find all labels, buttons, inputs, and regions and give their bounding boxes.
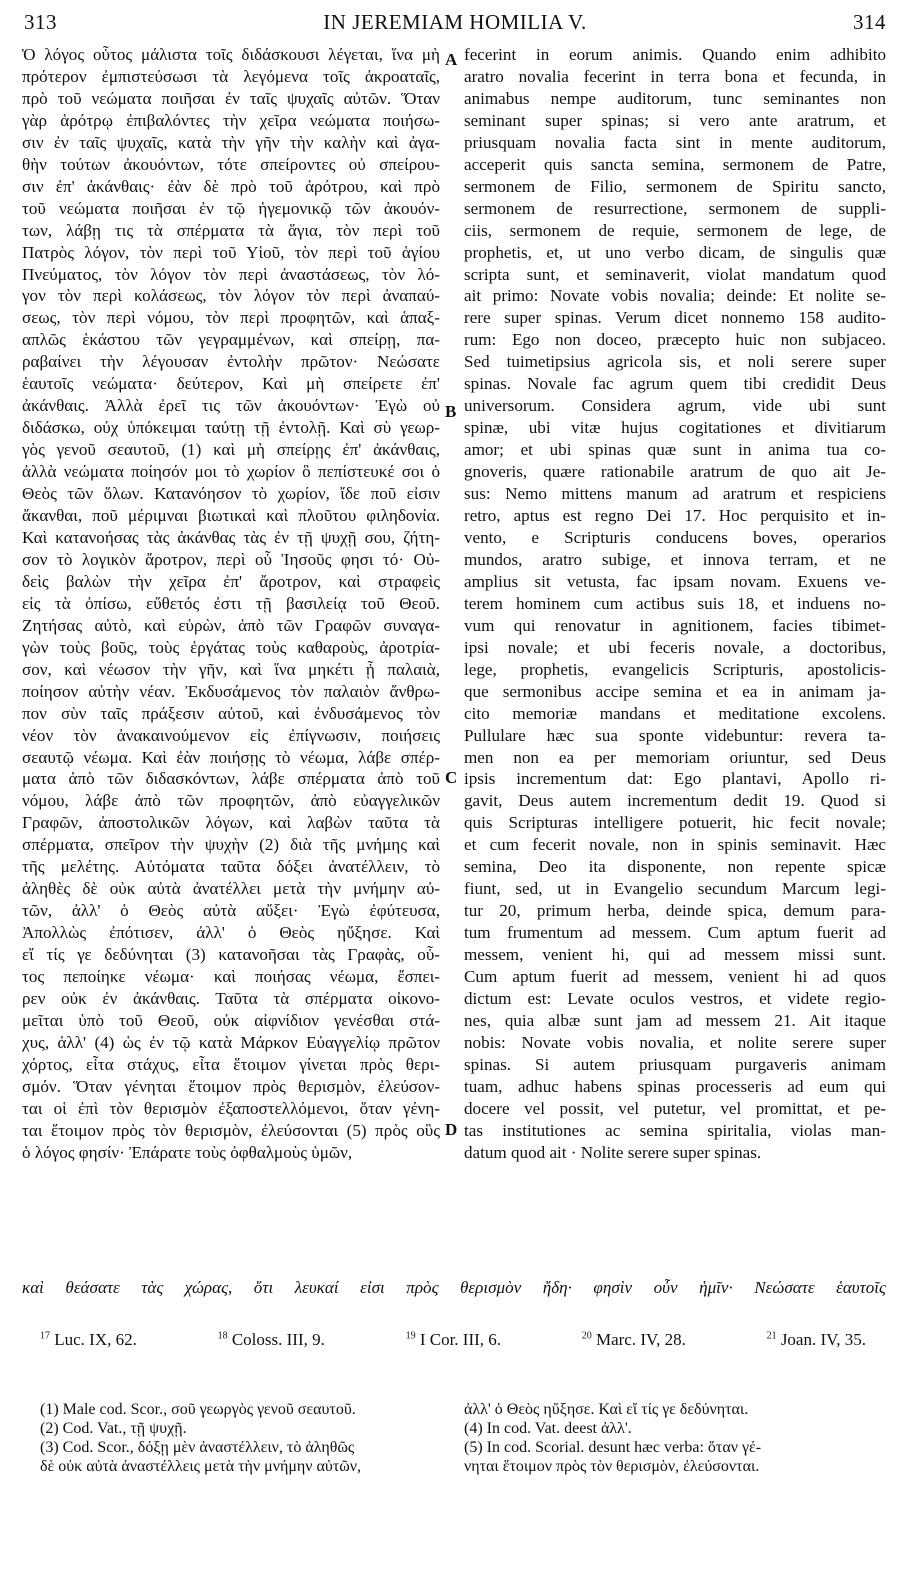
latin-text-column [464,44,886,1164]
greek-text-line: ἑαυτοῖς νεώματα· δεύτερον, Καὶ μὴ σπείρετε ἐπ' [22,374,440,394]
margin-marker-c: C [445,768,458,787]
scripture-reference [406,1330,501,1350]
greek-text-line: ται οἱ ἐπὶ τὸν θερισμὸν ἐξαποστελλόμενοι, ὅταν γένη- [22,1098,440,1118]
latin-text-line: animabus nempe auditorum, tunc seminantes non [464,88,886,108]
reference-text: Luc. IX, 62. [54,1330,137,1349]
latin-text-line: lege, prophetis, evangelicis Scripturis, apostolicis- [464,659,886,679]
footnote-line: ἀλλ' ὁ Θεὸς ηὔξησε. Καὶ εἴ τίς γε δεδύνηται. [464,1401,749,1418]
latin-text-line: Pullulare hæc sua sponte videbuntur: revera ta- [464,725,886,745]
latin-text-line: fiunt, sed, ut in Evangelio secundum Marcum legi- [464,879,886,899]
latin-text-line: rere super spinas. Verum dicet nonnemo 158 audito- [464,308,886,328]
latin-text-line: spinas. Si autem priusquam purgaveris animam [464,1054,886,1074]
greek-text-line: γὼν τοὺς βοῦς, τοὺς ἐργάτας τοὺς καθαροὺς, ἀροτρία- [22,637,440,657]
greek-text-line: Ὁ λόγος οὗτος μάλιστα τοῖς διδάσκουσι λέγεται, ἵνα μὴ [22,45,440,64]
margin-marker-d: D [445,1120,458,1139]
latin-text-line: Sed tuimetipsius agricola sis, et noli serere super [464,352,886,372]
greek-text-line: μεῖται ὑπὸ τοῦ Θεοῦ, οὐκ αἰφνίδιον γενέσθαι στά- [22,1010,440,1030]
greek-text-line: σπέρματα, σπεῖρον τὴν ψυχὴν (2) διὰ τῆς μνήμης καὶ [22,835,440,855]
latin-text-line: amplius sit vetusta, fac ipsam novam. Exuens ve- [464,571,886,591]
spanning-last-line: καὶ θεάσατε τὰς χώρας, ὅτι λευκαί εἰσι πρὸς θερισμὸν ἤδη· φησὶν οὖν ἡμῖν· Νεώσατε ἑαυτοῖς [22,1278,886,1297]
greek-text-line: εἴ τίς γε δεδύνηται (3) κατανοῆσαι τὰς Γραφὰς, οὗ- [22,945,440,965]
latin-text-line: tuam, adhuc habens spinas processeris ad eum qui [464,1076,886,1096]
latin-text-line: ipsi novale; et ubi feceris novale, a doctoribus, [464,637,886,657]
footnote-line: (5) In cod. Scorial. desunt hæc verba: ὅταν γέ- [464,1439,762,1456]
footnote-line: (3) Cod. Scor., δόξῃ μὲν ἀναστέλλειν, τὸ ἀληθῶς [40,1439,355,1456]
greek-text-line: θὴν τούτων ἀκουόντων, τότε σπείροντες οὐ σπείρου- [22,154,440,174]
latin-text-line: universorum. Considera agrum, vide ubi sunt [464,396,886,416]
footnote-line: νηται ἕτοιμον πρὸς τὸν θερισμὸν, ἐλεύσονται. [464,1458,760,1475]
greek-text-line: ρεν οὐκ ἐν ἀκάνθαις. Ταῦτα τὰ σπέρματα οἰκονο- [22,988,440,1008]
greek-text-line: νόμου, λάβε ἀπὸ τῶν προφητῶν, ἀπὸ εὐαγγελικῶν [22,791,440,811]
greek-text-line: νέον τὸν ἀνακαινούμενον εἰς ἐπίγνωσιν, ποιήσεις [22,725,440,745]
greek-text-line: γον τὸν περὶ κολάσεως, τὸν λόγον τὸν περὶ ἀναπαύ- [22,286,440,306]
reference-text: I Cor. III, 6. [419,1330,502,1349]
reference-number: 18 [217,1330,228,1342]
latin-text-line: ciis, sermonem de requie, sermonem de lege, de [464,220,886,240]
greek-text-line: εἰς τὰ ὀπίσω, εὔθετός ἐστι τῇ βασιλείᾳ τοῦ Θεοῦ. [22,593,440,613]
latin-text-line: que sermonibus accipe semina et ea in animam ja- [464,681,886,701]
latin-text-line: aratro novalia fecerint in terra bona et fecunda, in [464,66,886,86]
latin-text-line: mundos, aratro subige, et innova terram, et ne [464,549,886,569]
margin-marker-b: B [445,402,457,421]
latin-text-line: quis Scripturas intelligere potuerit, hic fecit novale; [464,813,886,833]
greek-text-line: σον, καὶ νέωσον τὴν γῆν, καὶ ἵνα μηκέτι ᾖ παλαιὰ, [22,659,440,679]
reference-number: 20 [581,1330,592,1342]
greek-text-line: σον τὸ λογικὸν ἄροτρον, περὶ οὗ Ἰησοῦς φησι τό· Οὐ- [22,549,440,569]
greek-text-line: σεως, τὸν περὶ νόμου, τὸν περὶ προφητῶν, καὶ ἁπαξ- [22,308,440,328]
latin-text-line: sus: Nemo mittens manum ad aratrum et respiciens [464,484,886,504]
reference-text: Joan. IV, 35. [780,1330,866,1349]
greek-text-line: χυς, ἀλλ' (4) ὡς ἐν τῷ κατὰ Μάρκον Εὐαγγελίῳ πρῶτον [22,1032,440,1052]
greek-text-line: τος πεποίηκε νέωμα· καὶ ποιήσας νέωμα, ἔσπει- [22,967,440,987]
greek-text-line: τοῦ νεώματα ποιῆσαι ἐν τῷ ἡγεμονικῷ τῶν ἀκουόν- [22,198,440,218]
latin-text-line: ipsis incrementum dat: Ego plantavi, Apollo ri- [464,769,886,789]
latin-text-line: men non ea per memoriam oriuntur, sed Deus [464,747,886,767]
greek-text-line: Γραφῶν, ἀποστολικῶν λόγων, καὶ λαβὼν ταῦτα τὰ [22,813,440,833]
latin-text-line: ait primo: Novate vobis novalia; deinde: Et nolite se- [464,286,886,306]
latin-text-line: et cum fecerit novale, non in spinis seminavit. Hæc [464,835,886,855]
greek-text-line: ποίησον αὐτὴν νέαν. Ἐκδυσάμενος τὸν παλαιὸν ἄνθρω- [22,681,440,701]
latin-text-line: terem hominem cum actibus suis 18, et induens no- [464,593,886,613]
latin-text-line: messem, venient hi, qui ad messem missi sunt. [464,945,886,965]
latin-text-line: spinæ, ubi vitæ hujus cogitationes et divitiarum [464,418,886,438]
reference-text: Marc. IV, 28. [595,1330,686,1349]
greek-text-line: πον σὺν ταῖς πράξεσιν αὐτοῦ, καὶ ἐνδυσάμενος τὸν [22,703,440,723]
greek-text-line: σμόν. Ὅταν γένηται ἕτοιμον πρὸς θερισμὸν, ἐλεύσον- [22,1076,440,1096]
latin-text-line: dictum est: Levate oculos vestros, et videte regio- [464,988,886,1008]
greek-text-line: χόρτος, εἶτα στάχυς, εἶτα ἕτοιμον γίνεται πρὸς θερι- [22,1054,440,1074]
scripture-reference [40,1330,137,1350]
page-number-right: 314 [853,10,886,34]
latin-text-line: docere vel possit, vel putetur, vel promittat, et pe- [464,1098,886,1118]
latin-text-line: scripta sunt, et seminaverit, violat mandatum quod [464,264,886,284]
reference-number: 21 [766,1330,777,1342]
greek-text-column [22,44,440,1164]
margin-marker-a: A [445,50,458,69]
scripture-reference [767,1330,866,1350]
running-header [24,10,886,40]
footnote-line: (1) Male cod. Scor., σοῦ γεωργὸς γενοῦ σεαυτοῦ. [40,1401,356,1418]
latin-text-line: seminant super spinas; si vero ante aratrum, et [464,110,886,130]
latin-text-line: priusquam novalia facta sint in mente auditorum, [464,132,886,152]
scripture-reference [582,1330,686,1350]
latin-text-line: gnoveris, quære rationabile aratrum de quo ait Je- [464,462,886,482]
greek-text-line: Καὶ κατανοήσας τὰς ἀκάνθας τὰς ἐν τῇ ψυχῇ σου, ζήτη- [22,527,440,547]
latin-text-line: semina, Deo ita disponente, non repente spicæ [464,857,886,877]
greek-text-line: ἀληθὲς δὲ οὐκ αὐτὰ ἀνατέλλει μετὰ τὴν μνήμην αὐ- [22,879,440,899]
greek-text-line: Πατρὸς λόγον, τὸν περὶ τοῦ Υἱοῦ, τὸν περὶ τοῦ ἁγίου [22,242,440,262]
greek-text-line: ἄκανθαι, ποῦ μέριμναι βιωτικαὶ καὶ πλοῦτου φιληδονία. [22,506,440,526]
greek-text-line: τῆς μελέτης. Αὐτόματα ταῦτα δόξει ἀνατέλλειν, τὸ [22,857,440,877]
scripture-references [40,1330,866,1350]
latin-text-line: fecerint in eorum animis. Quando enim adhibito [464,45,886,64]
greek-text-line: ται ἕτοιμον πρὸς τὸν θερισμὸν, ἐλεύσονται (5) πρὸς οὓς [22,1120,440,1140]
greek-text-line: Ἀπολλὼς ἐπότισεν, ἀλλ' ὁ Θεὸς ηὔξησε. Καὶ [22,923,440,943]
greek-text-line: σιν ἐν ταῖς ψυχαῖς, κατὰ τὴν γῆν τὴν καλὴν καὶ ἀγα- [22,132,440,152]
footnotes-right-column [464,1400,761,1476]
greek-text-line: πρὸ τοῦ νεώματα ποιῆσαι ἐν ταῖς ψυχαῖς αὐτῶν. Ὅταν [22,88,440,108]
latin-text-line: nobis: Novate vobis novalia, et nolite serere super [464,1032,886,1052]
latin-text-line: prophetis, et, ut uno verbo dicam, de singulis quæ [464,242,886,262]
latin-text-line: sermonem de resurrectione, sermonem de suppli- [464,198,886,218]
latin-text-line: cito memoriæ mandans et meditatione excolens. [464,703,886,723]
greek-text-line: τῶν, ἀλλ' ὁ Θεὸς αὐτὰ αὔξει· Ἐγὼ ἐφύτευσα, [22,901,440,921]
greek-text-line: διδάσκω, οὐχ ὑπόκειμαι ταύτῃ τῇ ἐντολῇ. Καὶ σὺ γεωρ- [22,418,440,438]
greek-text-line: σιν ἐπ' ἀκάνθαις· ἐὰν δὲ πρὸ τοῦ ἀρότρου, καὶ πρὸ [22,176,440,196]
footnote-line: (2) Cod. Vat., τῇ ψυχῇ. [40,1420,187,1437]
latin-text-line: tur 20, primum herba, deinde spica, demum para- [464,901,886,921]
greek-text-line: πρότερον ἐμπιστεύσωσι τὰ λεγόμενα τοῖς ἀκροαταῖς, [22,66,440,86]
greek-text-line: Θεὸς τῶν ὅλων. Κατανόησον τὸ χωρίον, ἴδε ποῦ εἰσιν [22,484,440,504]
greek-text-line: γὸς γενοῦ σεαυτοῦ, (1) καὶ μὴ σπείρῃς ἐπ' ἀκάνθαις, [22,440,440,460]
greek-text-line: ὁ λόγος φησίν· Ἐπάρατε τοὺς ὀφθαλμοὺς ὑμῶν, [22,1142,353,1162]
footnote-line: (4) In cod. Vat. deest ἀλλ'. [464,1420,632,1437]
latin-text-line: retro, aptus est regno Dei 17. Hoc perquisito et in- [464,506,886,526]
latin-text-line: amor; et ubi spinas quæ sunt in anima tua co- [464,440,886,460]
footnote-line: δὲ οὐκ αὐτὰ ἀναστέλλεις μετὰ τὴν μνήμην αὐτῶν, [40,1458,362,1475]
greek-text-line: των, λάβῃ τις τὰ σπέρματα τὰ ἅγια, τὸν περὶ τοῦ [22,220,440,240]
latin-text-line: acceperit quis sancta semina, sermonem de Patre, [464,154,886,174]
latin-text-line: Cum aptum fuerit ad messem, venient hi ad quos [464,967,886,987]
greek-text-line: απλῶς ἑκάστου τῶν γεγραμμένων, καὶ σπείρῃ, πα- [22,330,440,350]
reference-number: 19 [405,1330,416,1342]
latin-text-line: gavit, Deus autem incrementum dedit 19. Quod si [464,791,886,811]
latin-text-line: rum: Ego non doceo, præcepto huic non subjaceo. [464,330,886,350]
reference-text: Coloss. III, 9. [231,1330,325,1349]
latin-text-line: vum qui renovatur in agnitionem, facies tibimet- [464,615,886,635]
greek-text-line: ματα ἀπὸ τῶν διδασκόντων, λάβε σπέρματα ἀπὸ τοῦ [22,769,440,789]
footnotes-left-column [40,1400,361,1476]
latin-text-line: tas institutiones ac semina spiritalia, violas man- [464,1120,886,1140]
latin-text-line: datum quod ait · Nolite serere super spinas. [464,1142,762,1162]
scripture-reference [218,1330,325,1350]
greek-text-line: ἀκάνθαις. Ἀλλὰ ἐρεῖ τις τῶν ἀκουόντων· Ἐγὼ οὐ [22,396,440,416]
greek-text-line: Πνεύματος, τὸν λόγον τὸν περὶ ἀναστάσεως, τὸν λό- [22,264,440,284]
reference-number: 17 [40,1330,50,1342]
greek-text-line: σεαυτῷ νέωμα. Καὶ ἐὰν ποιήσῃς τὸ νέωμα, λάβε σπέρ- [22,747,440,767]
latin-text-line: sermonem de Filio, sermonem de Spiritu sancto, [464,176,886,196]
running-title: IN JEREMIAM HOMILIA V. [323,10,587,34]
greek-text-line: ραβαίνει τὴν λέγουσαν ἐντολὴν πρῶτον· Νεώσατε [22,352,440,372]
latin-text-line: tum frumentum ad messem. Cum aptum fuerit ad [464,923,886,943]
greek-text-line: Ζητήσας αὐτὸ, καὶ εὑρὼν, ἀπὸ τῶν Γραφῶν συναγα- [22,615,440,635]
latin-text-line: spinas. Novale fac agrum quem tibi credidit Deus [464,374,886,394]
latin-text-line: nes, quia albæ sunt jam ad messem 21. Ait itaque [464,1010,886,1030]
greek-text-line: γὰρ ἀρότρῳ ἐπιβαλόντες τὴν χεῖρα νεώματα ποιήσω- [22,110,440,130]
greek-text-line: ἀλλὰ νεώματα ποίησόν μοι τὸ χωρίον ὃ πεπίστευκέ σοι ὁ [22,462,440,482]
latin-text-line: vento, e Scripturis conducens boves, operarios [464,527,886,547]
page-number-left: 313 [24,10,57,34]
greek-text-line: δεὶς βαλὼν τὴν χεῖρα ἐπ' ἄροτρον, καὶ στραφεὶς [22,571,440,591]
